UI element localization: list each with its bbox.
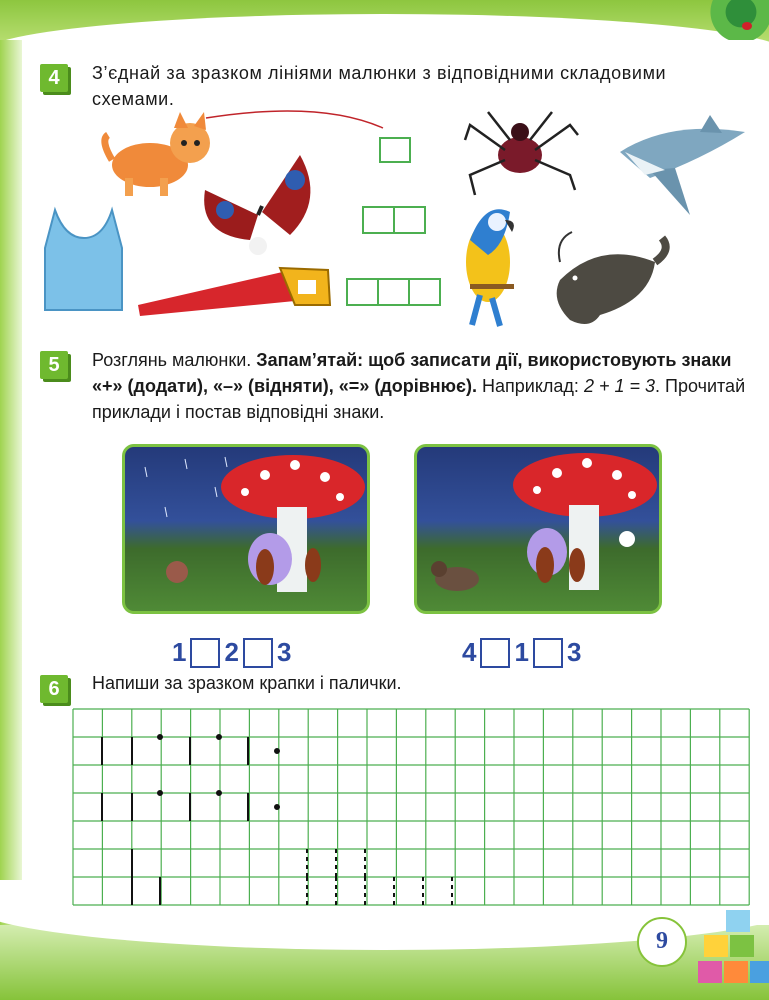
task-5-instruction: . Прочитай приклади і постав відповідні знаки. [92, 376, 746, 422]
writing-dot [158, 735, 163, 740]
task-5-text [92, 347, 752, 425]
shark-icon [620, 115, 745, 215]
saw-icon [138, 268, 330, 316]
task-4-text: З’єднай за зразком лініями малюнки з відповідними складовими схемами. [92, 63, 667, 109]
page-number: 9 [637, 917, 687, 967]
kitten-icon [105, 112, 210, 196]
cubes-icon [690, 905, 769, 995]
sign-box[interactable] [480, 638, 510, 668]
equation-1-c: 3 [276, 637, 292, 667]
equation-2-a: 4 [462, 637, 477, 667]
scheme-three-syllables[interactable] [346, 278, 441, 306]
sign-box[interactable] [533, 638, 563, 668]
writing-dot [275, 805, 280, 810]
task-number-6: 6 [40, 675, 68, 703]
mushroom-picture-bird [414, 444, 662, 614]
writing-dot [217, 791, 222, 796]
mushroom-scene-rain [125, 447, 367, 611]
writing-grid[interactable] [72, 708, 750, 906]
mushroom-picture-rain [122, 444, 370, 614]
scheme-cell[interactable] [362, 206, 395, 234]
equation-2 [458, 637, 585, 668]
spider-icon [465, 112, 578, 195]
scheme-cell[interactable] [346, 278, 379, 306]
equation-1-b: 2 [224, 637, 239, 667]
butterfly-icon [204, 155, 310, 255]
writing-dot [217, 735, 222, 740]
scheme-cell[interactable] [408, 278, 441, 306]
scheme-cell[interactable] [377, 278, 410, 306]
mushroom-scene-bird [417, 447, 659, 611]
scheme-cell[interactable] [393, 206, 426, 234]
task-number-4: 4 [40, 64, 68, 92]
sign-box[interactable] [190, 638, 220, 668]
sample-connection-line [206, 111, 383, 128]
writing-dot [158, 791, 163, 796]
sign-box[interactable] [243, 638, 273, 668]
equation-2-b: 1 [514, 637, 529, 667]
scheme-two-syllables[interactable] [362, 206, 426, 234]
task-number-5: 5 [40, 351, 68, 379]
catfish-icon [557, 232, 666, 324]
equation-2-c: 3 [566, 637, 582, 667]
task-5-example-label: Наприклад: [482, 376, 579, 396]
task-5-intro: Розглянь малюнки. [92, 350, 252, 370]
equation-1 [168, 637, 295, 668]
scheme-one-syllable[interactable] [379, 137, 411, 163]
task-5-example: 2 + 1 = 3 [583, 376, 656, 396]
tank-top-icon [45, 210, 122, 310]
parrot-icon [466, 209, 514, 326]
task-6-text: Напиши за зразком крапки і палички. [92, 673, 402, 693]
task-5-rule: Запам’ятай: щоб записати дії, використовують знаки «+» (додати), «–» (відняти), «=» (дорівнює). [92, 350, 732, 396]
equation-1-a: 1 [172, 637, 187, 667]
writing-dot [275, 749, 280, 754]
